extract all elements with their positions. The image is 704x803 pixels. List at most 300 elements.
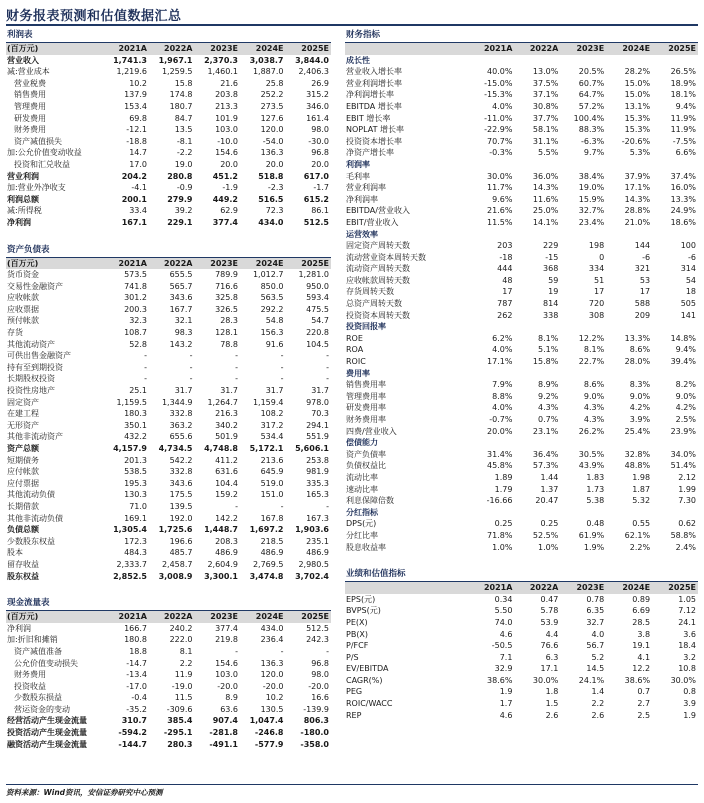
cell-value: 4,748.8 [204, 444, 238, 453]
row-label: 其他流动资产 [7, 339, 55, 349]
row-label: 净利润率 [346, 194, 378, 204]
year-header: 2023E [195, 258, 241, 270]
cell-value: 981.9 [306, 467, 329, 477]
table-row [345, 542, 698, 554]
cell-value: 2.5 [637, 710, 651, 720]
year-header: 2021A [104, 258, 150, 270]
table-row [345, 518, 698, 530]
cell-value: 74.0 [494, 617, 513, 627]
cell-value: 617.0 [303, 171, 329, 181]
cell-value: - [189, 362, 193, 372]
year-header: 2022A [149, 258, 195, 270]
table-row [345, 344, 698, 356]
cell-value: 98.3 [174, 328, 193, 338]
row-label: 减:所得税 [7, 206, 42, 216]
table-row [345, 460, 698, 472]
table-row [6, 536, 331, 548]
subsection-row [345, 229, 698, 241]
cell-value: 2,604.9 [207, 559, 238, 569]
row-label: 公允价值变动损失 [14, 658, 78, 668]
table-row [345, 136, 698, 148]
table-row [6, 513, 331, 525]
table-row [6, 113, 331, 125]
row-label: 营业利润率 [346, 183, 386, 193]
cell-value: 4.2% [675, 403, 696, 413]
row-label: 营业收入增长率 [346, 67, 402, 77]
cell-value: 8.9 [225, 693, 238, 703]
cell-value: 51 [594, 275, 605, 285]
cell-value: -491.1 [209, 739, 238, 749]
row-label: 股息收益率 [346, 542, 386, 552]
left-column [6, 28, 331, 750]
cell-value: 96.8 [311, 658, 329, 668]
cell-value: 38.4% [578, 171, 605, 181]
cell-value: 15.8% [532, 357, 559, 367]
cell-value: 343.6 [169, 293, 193, 303]
cell-value: 19.0 [174, 159, 193, 169]
cell-value: 203 [497, 241, 513, 251]
cell-value: 31.7 [174, 386, 193, 396]
income-section-title: 利润表 [6, 28, 331, 43]
cell-value: 11.6% [532, 194, 559, 204]
cell-value: 475.5 [306, 304, 329, 314]
cell-value: 534.4 [260, 432, 284, 442]
table-row [6, 373, 331, 385]
cell-value: 0.25 [494, 519, 513, 529]
row-label: 其他非流动资产 [7, 432, 63, 442]
subsection-title: 成长性 [346, 55, 370, 65]
cell-value: 2.2% [629, 542, 651, 552]
cell-value: 4.3% [537, 403, 559, 413]
cell-value: 11.9% [670, 113, 696, 123]
table-row [6, 159, 331, 171]
cell-value: 8.1% [537, 333, 559, 343]
table-row [6, 524, 331, 536]
cell-value: 5.3% [629, 148, 651, 158]
cell-value: 1.44 [540, 472, 559, 482]
cell-value: 169.1 [124, 513, 147, 523]
table-row [345, 78, 698, 90]
cell-value: - [235, 646, 238, 656]
row-label: BVPS(元) [346, 606, 381, 616]
cell-value: -15.0% [484, 78, 513, 88]
table-row [6, 350, 331, 362]
row-label: 净利润 [7, 623, 31, 633]
row-label: 管理费用率 [346, 391, 386, 401]
cell-value: -11.0% [484, 113, 513, 123]
cell-value: 0.25 [540, 519, 559, 529]
cell-value: -594.2 [118, 728, 147, 738]
table-row [6, 704, 331, 716]
cell-value: 5.78 [540, 606, 559, 616]
row-label: PB(X) [346, 629, 369, 639]
cell-value: 315.2 [306, 90, 329, 100]
row-label: 投资性房地产 [7, 386, 55, 396]
cell-value: -6 [688, 252, 696, 262]
header-label: (百万元) [6, 611, 104, 623]
cell-value: 253.8 [306, 455, 329, 465]
cell-value: 252.2 [260, 90, 284, 100]
cell-value: 19 [548, 287, 559, 297]
cell-value: 292.2 [260, 304, 284, 314]
cell-value: 32.1 [174, 316, 193, 326]
cell-value: 26.2% [578, 426, 605, 436]
cell-value: 444 [497, 264, 513, 274]
cell-value: 16.0% [670, 183, 696, 193]
cell-value: 192.0 [169, 513, 193, 523]
cell-value: 7.1 [499, 652, 513, 662]
cell-value: 9.2% [537, 391, 559, 401]
cell-value: 9.4% [675, 101, 696, 111]
year-header: 2021A [469, 43, 515, 55]
balance-table [6, 258, 331, 583]
cell-value: 11.7% [487, 183, 513, 193]
cell-value: 1,887.0 [252, 67, 284, 77]
cell-value: 159.2 [215, 490, 238, 500]
cell-value: 301.2 [124, 293, 147, 303]
page-title: 财务报表预测和估值数据汇总 [6, 9, 182, 24]
cell-value: 19.1 [632, 641, 651, 651]
cell-value: 31.7 [220, 386, 238, 396]
cell-value: 9.7% [583, 148, 605, 158]
cell-value: -358.0 [300, 739, 329, 749]
cell-value: 806.3 [303, 716, 329, 726]
year-header: 2025E [652, 582, 698, 594]
cell-value: 377.4 [212, 217, 238, 227]
cell-value: 451.2 [212, 171, 238, 181]
row-label: 长期股权投资 [7, 374, 55, 384]
cell-value: 24.9% [670, 206, 696, 216]
table-row [6, 89, 331, 101]
table-row [6, 692, 331, 704]
cell-value: 3,702.4 [295, 571, 329, 581]
cell-value: 2.6 [545, 710, 559, 720]
cell-value: 631.6 [215, 467, 238, 477]
cell-value: 222.0 [169, 635, 193, 645]
cell-value: 4.1 [637, 652, 651, 662]
cell-value: -309.6 [166, 704, 193, 714]
row-label: 预付帐款 [7, 316, 39, 326]
cell-value: 512.5 [306, 623, 329, 633]
cell-value: 58.8% [670, 530, 696, 540]
table-row [6, 739, 331, 751]
cell-value: - [280, 646, 284, 656]
table-row [6, 489, 331, 501]
table-row [345, 484, 698, 496]
cell-value: 86.1 [311, 206, 329, 216]
cell-value: 3,844.0 [295, 55, 329, 65]
cell-value: 0.8 [683, 687, 696, 697]
cell-value: 108.7 [124, 328, 147, 338]
cell-value: 7.30 [678, 496, 696, 506]
table-row [6, 559, 331, 571]
cell-value: 9.6% [492, 194, 513, 204]
cell-value: 15.0% [624, 90, 651, 100]
table-row [345, 652, 698, 664]
cell-value: 153.4 [124, 101, 147, 111]
cell-value: 127.6 [260, 113, 284, 123]
table-row [6, 171, 331, 183]
year-header: 2023E [195, 611, 241, 623]
cell-value: - [235, 362, 238, 372]
year-header: 2024E [240, 43, 286, 55]
table-row [345, 640, 698, 652]
cell-value: 14.3% [624, 194, 651, 204]
cell-value: 1,460.1 [207, 67, 238, 77]
table-row [6, 571, 331, 583]
table-row [345, 182, 698, 194]
row-label: 净利润增长率 [346, 90, 394, 100]
table-row [6, 501, 331, 513]
cell-value: 61.9% [578, 530, 605, 540]
cell-value: 1,741.3 [113, 55, 147, 65]
cell-value: 4.3% [583, 415, 605, 424]
cell-value: -18 [499, 252, 513, 262]
cell-value: 655.5 [169, 270, 193, 280]
cell-value: 196.6 [169, 536, 193, 546]
row-label: P/S [346, 652, 359, 662]
cell-value: 0.47 [540, 594, 559, 604]
cell-value: 17.1% [624, 183, 651, 193]
cell-value: 1.7 [499, 699, 513, 709]
cell-value: 45.8% [487, 461, 513, 471]
row-label: ROA [346, 345, 364, 355]
cell-value: 25.1 [129, 386, 147, 396]
indicators-table [345, 43, 698, 553]
cell-value: 13.5 [174, 125, 193, 135]
cell-value: 14.7 [129, 148, 147, 158]
row-label: 研发费用率 [346, 403, 386, 413]
row-label: 其他流动负债 [7, 490, 55, 500]
year-header: 2022A [149, 611, 195, 623]
cell-value: 2.6 [591, 710, 605, 720]
cell-value: 15.3% [624, 125, 651, 135]
cell-value: 2.4% [675, 542, 696, 552]
cell-value: 449.2 [212, 194, 238, 204]
cell-value: - [144, 362, 147, 372]
subsection-title: 偿债能力 [346, 438, 378, 448]
cell-value: 6.35 [586, 606, 605, 616]
cell-value: 343.6 [169, 478, 193, 488]
cell-value: 2,980.5 [298, 559, 329, 569]
table-row [345, 414, 698, 426]
cell-value: 1.83 [586, 472, 605, 482]
cell-value: 16.6 [311, 693, 329, 703]
table-row [6, 397, 331, 409]
cell-value: -35.2 [126, 704, 147, 714]
cell-value: 434.0 [260, 623, 284, 633]
cell-value: -15 [545, 252, 559, 262]
cell-value: 98.0 [311, 670, 329, 680]
year-header: 2023E [560, 582, 606, 594]
row-label: 应付票据 [7, 478, 39, 488]
row-label: 资产减值损失 [14, 136, 62, 146]
table-row [345, 594, 698, 606]
cell-value: 485.7 [169, 548, 193, 558]
cell-value: -19.0 [171, 681, 193, 691]
table-row [6, 269, 331, 281]
row-label: PEG [346, 687, 363, 697]
table-row [6, 431, 331, 443]
cell-value: 2,458.7 [161, 559, 193, 569]
cell-value: 71.8% [487, 530, 513, 540]
cell-value: 71.0 [129, 501, 147, 511]
cell-value: 4,157.9 [113, 444, 147, 453]
table-row [345, 629, 698, 641]
cell-value: 486.9 [306, 548, 329, 558]
cell-value: 30.0% [532, 675, 559, 685]
table-row [345, 379, 698, 391]
table-row [6, 547, 331, 559]
table-row [345, 286, 698, 298]
cell-value: 213.3 [215, 101, 238, 111]
cell-value: 104.4 [215, 478, 238, 488]
subsection-row [345, 159, 698, 171]
cell-value: 1.37 [540, 484, 559, 494]
cell-value: -10.0 [217, 136, 238, 146]
table-row [345, 310, 698, 322]
cell-value: 39.2 [174, 206, 193, 216]
cell-value: 60.7% [578, 78, 605, 88]
cell-value: 23.9% [670, 426, 696, 436]
year-header: 2025E [286, 258, 332, 270]
cell-value: 593.4 [306, 293, 329, 303]
table-row [345, 426, 698, 438]
cell-value: -180.0 [300, 728, 329, 738]
table-row [345, 472, 698, 484]
cell-value: 72.3 [265, 206, 284, 216]
cell-value: - [326, 351, 329, 361]
row-label: EBITDA 增长率 [346, 101, 402, 111]
cell-value: 156.3 [260, 328, 284, 338]
cell-value: 30.5% [578, 449, 605, 459]
table-row [6, 658, 331, 670]
table-row [6, 339, 331, 351]
cell-value: 2,852.5 [113, 571, 147, 581]
row-label: 无形资产 [7, 420, 39, 430]
cell-value: 76.6 [540, 641, 559, 651]
cell-value: 363.2 [169, 420, 193, 430]
cell-value: - [189, 374, 193, 384]
row-label: 应收帐款 [7, 293, 39, 303]
cell-value: 24.1 [678, 617, 696, 627]
cell-value: 787 [497, 299, 513, 309]
cell-value: - [235, 501, 238, 511]
table-row [6, 443, 331, 455]
cell-value: 5.38 [586, 496, 605, 506]
year-header: 2025E [286, 43, 332, 55]
cell-value: 15.0% [624, 78, 651, 88]
cell-value: 108.2 [260, 409, 284, 419]
cell-value: 57.2% [578, 101, 605, 111]
table-row [345, 710, 698, 722]
cell-value: 326.5 [215, 304, 238, 314]
cell-value: 4.6 [499, 710, 513, 720]
cell-value: 96.8 [311, 148, 329, 158]
subsection-title: 运营效率 [346, 229, 378, 239]
cell-value: 11.5 [174, 693, 193, 703]
row-label: EV/EBITDA [346, 664, 389, 674]
table-row [6, 292, 331, 304]
cell-value: 1.89 [494, 472, 513, 482]
cell-value: -20.0 [262, 681, 284, 691]
cell-value: 3.9% [629, 415, 651, 424]
cell-value: 216.3 [215, 409, 238, 419]
table-row [6, 281, 331, 293]
year-header: 2024E [606, 43, 652, 55]
cell-value: 1.73 [586, 484, 605, 494]
cell-value: 5,606.1 [295, 444, 329, 453]
balance-section-title: 资产负债表 [6, 243, 331, 258]
table-row [345, 675, 698, 687]
row-label: 加:折旧和摊销 [7, 635, 58, 645]
cell-value: 208.3 [215, 536, 238, 546]
cell-value: -0.4 [131, 693, 147, 703]
row-label: 存货 [7, 328, 23, 338]
table-row [6, 55, 331, 67]
cell-value: -20.6% [621, 136, 651, 146]
cell-value: - [235, 374, 238, 384]
row-label: 净利润 [7, 217, 31, 227]
cell-value: 141 [680, 310, 696, 320]
cell-value: - [326, 501, 329, 511]
row-label: 管理费用 [14, 101, 46, 111]
cell-value: 950.0 [306, 281, 329, 291]
cell-value: 4.0% [492, 345, 513, 355]
cell-value: -2.2 [176, 148, 193, 158]
cell-value: 8.1% [583, 345, 605, 355]
table-row [6, 78, 331, 90]
cell-value: 198 [588, 241, 605, 251]
cell-value: 368 [543, 264, 559, 274]
row-label: 资产总额 [7, 444, 39, 453]
cell-value: -0.9 [176, 183, 193, 193]
cell-value: 332.8 [169, 409, 193, 419]
cell-value: 741.8 [124, 281, 147, 291]
cell-value: 8.8% [492, 391, 513, 401]
row-label: 少数股东损益 [14, 693, 62, 703]
year-header: 2024E [606, 582, 652, 594]
cell-value: 32.3 [129, 316, 147, 326]
year-header: 2025E [286, 611, 332, 623]
row-label: 四费/营业收入 [346, 426, 397, 436]
cell-value: 15.9% [578, 194, 605, 204]
cell-value: 8.6% [629, 345, 651, 355]
cell-value: 1.79 [494, 484, 513, 494]
cell-value: 13.1% [624, 101, 651, 111]
row-label: 融资活动产生现金流量 [7, 739, 87, 749]
cell-value: 3.9 [683, 699, 696, 709]
cell-value: -50.5 [491, 641, 513, 651]
cell-value: 486.9 [260, 548, 284, 558]
table-row [345, 171, 698, 183]
cell-value: 542.2 [169, 455, 193, 465]
cell-value: 32.8% [624, 449, 651, 459]
row-label: 速动比率 [346, 484, 378, 494]
cell-value: -7.5% [672, 136, 696, 146]
cell-value: 209 [634, 310, 651, 320]
cell-value: 5.32 [632, 496, 651, 506]
cell-value: 213.6 [260, 455, 284, 465]
cell-value: 21.0% [624, 217, 651, 227]
row-label: 少数股东权益 [7, 536, 55, 546]
cell-value: 716.6 [215, 281, 238, 291]
cell-value: 11.9 [174, 670, 193, 680]
row-label: 财务费用 [14, 670, 46, 680]
cell-value: 151.0 [260, 490, 284, 500]
row-label: 减:营业成本 [7, 67, 50, 77]
cell-value: 166.7 [124, 623, 147, 633]
